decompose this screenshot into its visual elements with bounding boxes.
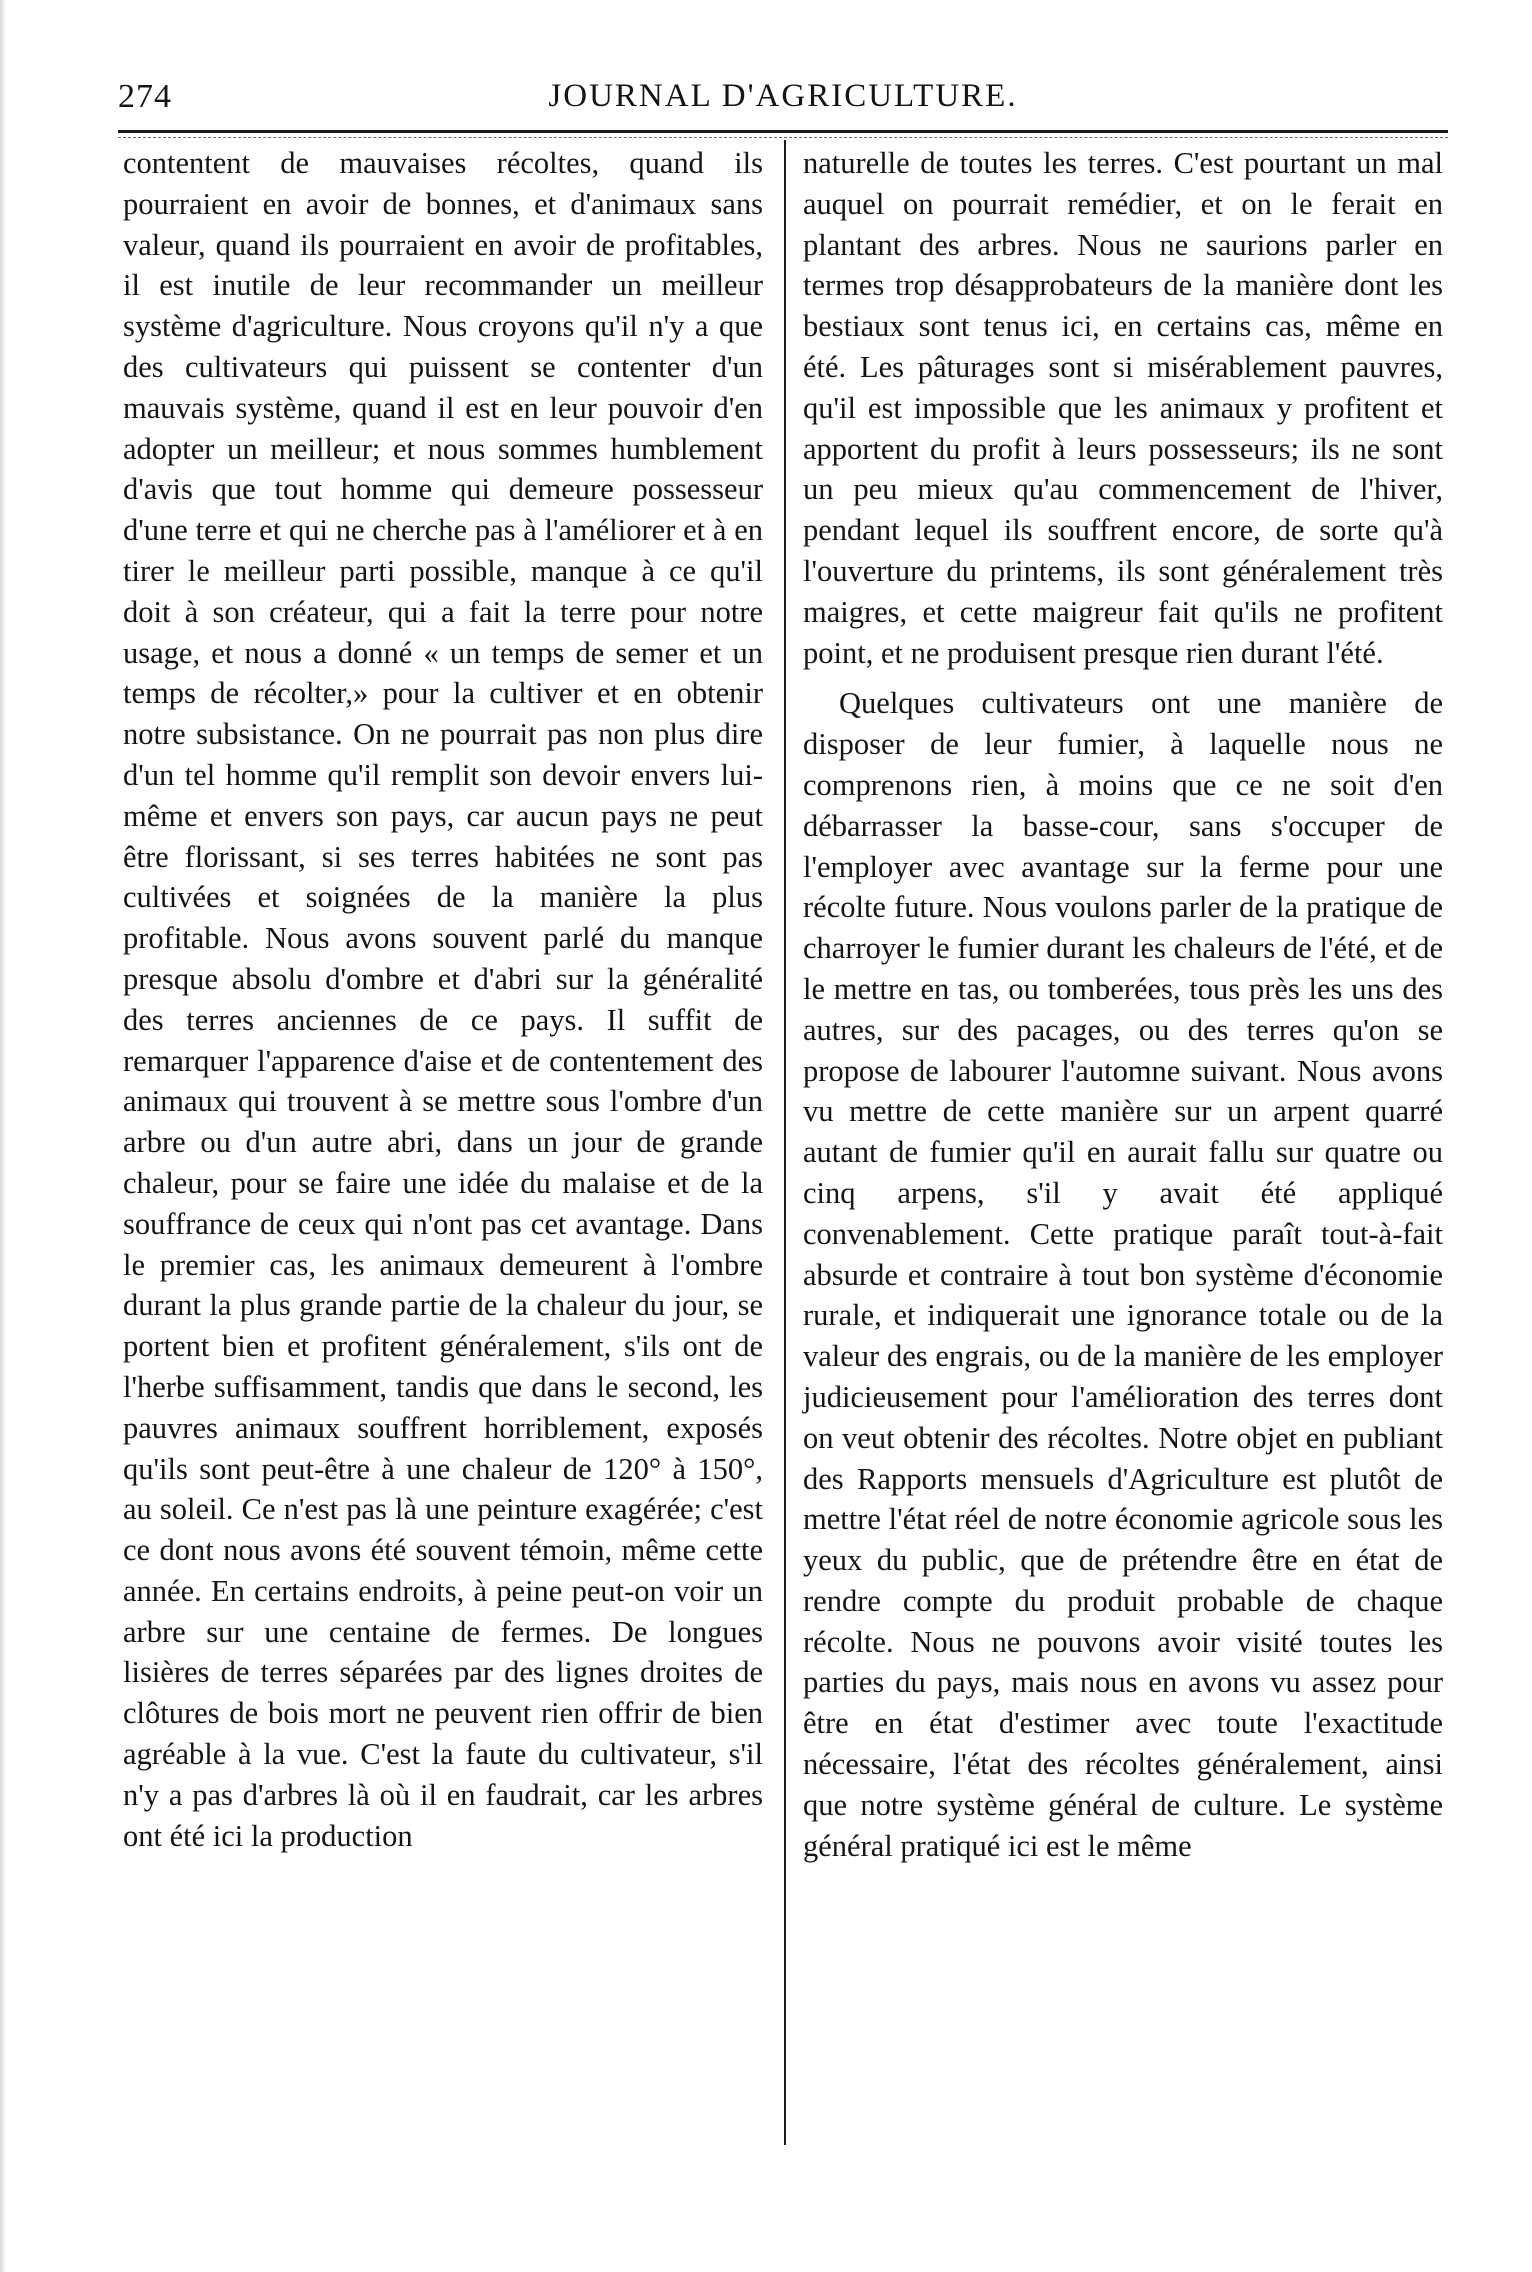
left-paragraph-1: contentent de mauvaises récoltes, quand ils pourraient en avoir de bonnes, et d'animaux sans valeur, quand ils pourraient en avoir de profitables, il est inutile de leur recommander un meilleur système d'agriculture. Nous croyons qu'il n'y a que des cultivateurs qui puissent se contenter d'un mauvais système, quand il est en leur pouvoir d'en adopter un meilleur; et nous sommes humblement d'avis que tout homme qui demeure possesseur d'une terre et qui ne cherche pas à l'améliorer et à en tirer le meilleur parti possible, manque à ce qu'il doit à son créateur, qui a fait la terre pour notre usage, et nous a donné « un temps de semer et un temps de récolter,» pour la cultiver et en obtenir notre subsistance. On ne pourrait pas non plus dire d'un tel homme qu'il remplit son devoir envers lui-même et envers son pays, car aucun pays ne peut être florissant, si ses terres habitées ne sont pas cultivées et soignées de la manière la plus profitable. Nous avons souvent parlé du manque presque absolu d'ombre et d'abri sur la généralité des terres anciennes de ce pays. Il suffit de remarquer l'apparence d'aise et de contentement des animaux qui trouvent à se mettre sous l'ombre d'un arbre ou d'un autre abri, dans un jour de grande chaleur, pour se faire une idée du malaise et de la souffrance de ceux qui n'ont pas cet avantage. Dans le premier cas, les animaux demeurent à l'ombre durant la plus grande partie de la chaleur du jour, se portent bien et profitent généralement, s'ils ont de l'herbe suffisamment, tandis que dans le second, les pauvres animaux souffrent horriblement, exposés qu'ils sont peut-être à une chaleur de 120° à 150°, au soleil. Ce n'est pas là une peinture exagérée; c'est ce dont nous avons été souvent témoin, même cette année. En certains endroits, à peine peut-on voir un arbre sur une centaine de fermes. De longues lisières de terres séparées par des lignes droites de clôtures de bois mort ne peuvent rien offrir de bien agréable à la vue. C'est la faute du cultivateur, s'il n'y a pas d'arbres là où il en faudrait, car les arbres ont été ici la production: [123, 146, 763, 1853]
right-column: [803, 143, 1443, 1866]
running-title: JOURNAL D'AGRICULTURE.: [548, 78, 1018, 114]
header-rule-dashed: [118, 137, 1448, 138]
page-header: [118, 78, 1448, 128]
right-paragraph-2: Quelques cultivateurs ont une manière de disposer de leur fumier, à laquelle nous ne comprenons rien, à moins que ce ne soit d'en débarrasser la basse-cour, sans s'occuper de l'employer avec avantage sur la ferme pour une récolte future. Nous voulons parler de la pratique de charroyer le fumier durant les chaleurs de l'été, et de le mettre en tas, ou tomberées, tous près les uns des autres, sur des pacages, ou des terres qu'on se propose de labourer l'automne suivant. Nous avons vu mettre de cette manière sur un arpent quarré autant de fumier qu'il en aurait fallu sur quatre ou cinq arpens, s'il y avait été appliqué convenablement. Cette pratique paraît tout-à-fait absurde et contraire à tout bon système d'économie rurale, et indiquerait une ignorance totale ou de la valeur des engrais, ou de la manière de les employer judicieusement pour l'amélioration des terres dont on veut obtenir des récoltes. Notre objet en publiant des Rapports mensuels d'Agriculture est plutôt de mettre l'état réel de notre économie agricole sous les yeux du public, que de prétendre être en état de rendre compte du produit probable de chaque récolte. Nous ne pouvons avoir visité toutes les parties du pays, mais nous en avons vu assez pour être en état d'estimer avec toute l'exactitude nécessaire, l'état des récoltes généralement, ainsi que notre système général de culture. Le système général pratiqué ici est le même: [803, 686, 1443, 1863]
page-number: 274: [118, 78, 172, 115]
header-rule: [118, 130, 1448, 133]
scan-edge: [0, 0, 6, 2272]
column-divider: [784, 140, 786, 2145]
left-column: [123, 143, 763, 1856]
right-paragraph-1: naturelle de toutes les terres. C'est pourtant un mal auquel on pourrait remédier, et on le ferait en plantant des arbres. Nous ne saurions parler en termes trop désapprobateurs de la manière dont les bestiaux sont tenus ici, en certains cas, même en été. Les pâturages sont si misérablement pauvres, qu'il est impossible que les animaux y profitent et apportent du profit à leurs possesseurs; ils ne sont un peu mieux qu'au commencement de l'hiver, pendant lequel ils souffrent encore, de sorte qu'à l'ouverture du printems, ils sont généralement très maigres, et cette maigreur fait qu'ils ne profitent point, et ne produisent presque rien durant l'été.: [803, 146, 1443, 670]
